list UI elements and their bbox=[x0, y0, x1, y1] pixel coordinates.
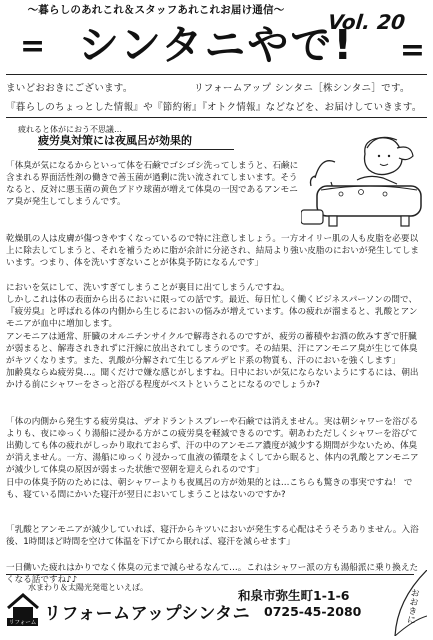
newsletter-title: シンタニやで! bbox=[78, 21, 355, 69]
article-paragraph: 一日働いた疲れはかりでなく体臭の元まで減らせるなんて…。これはシャワー派の方も湯船派に乗り換えたくなる話ですね♪♪ bbox=[6, 563, 419, 586]
company-name: リフォームアップシンタニ bbox=[44, 604, 251, 624]
intro-box bbox=[6, 74, 427, 118]
intro-description: 『暮らしのちょっとした情報』や『節約術』『オトク情報』などなどを、お届けしていきます。 bbox=[6, 102, 422, 113]
company-address: 和泉市弥生町1-1-6 bbox=[238, 588, 350, 603]
company-intro-text: リフォームアップ シンタニ［株シンタニ］です。 bbox=[194, 83, 410, 94]
article-paragraph: 「体臭が気になるからといって体を石鹸でゴシゴシ洗ってしまうと、石鹸に含まれる界面活性剤の働きで善玉菌が過剰に洗い流されてしまいます。そうなると、反対に悪玉菌の黄色ブドウ球菌が増えて体臭の一因であるアンモニア臭が発生してしまうんです。 bbox=[6, 161, 299, 208]
title-decoration-right: = bbox=[399, 33, 425, 68]
volume-number: Vol. 20 bbox=[326, 10, 407, 34]
article-headline: 疲労臭対策には夜風呂が効果的 bbox=[38, 134, 192, 147]
footer bbox=[6, 574, 427, 636]
bath-illustration bbox=[301, 126, 425, 238]
article-paragraph: 乾燥肌の人は皮膚が傷つきやすくなっているので特に注意しましょう。一方オイリー肌の人も皮脂を必要以上に除去してしまうと、それを補うために脂が余計に分泌され、結局より強い皮脂のにおいが発生してしまいます。つまり、体を洗いすぎないことが体臭予防になるんです」 bbox=[6, 234, 420, 269]
headline-underline bbox=[38, 149, 234, 150]
title-decoration-left: = bbox=[20, 29, 46, 64]
greeting-text: まいどおおきにございます。 bbox=[6, 83, 133, 94]
signature-text: おおきに bbox=[404, 587, 420, 625]
article-kicker: 疲れると体がにおう不思議… bbox=[18, 125, 122, 134]
article-paragraph: 「体の内側から発生する疲労臭は、デオドラントスプレーや石鹸では消えません。実は朝シャワーを浴びるよりも、夜にゆっくり湯船に浸かる方がこの疲労臭を軽減できるのです。朝あわただしくシャワーを浴びて出勤しても体の疲れがしっかり取れておらず、汗の中のアンモニア濃度が減少する期間が少ないため、体臭が消えません。一方、湯船にゆっくり浸かって血液の循環をよくしてから眠ると、体内の乳酸とアンモニアが減少して体臭の原因が弱まった状態で翌朝を迎えられるのです」 bbox=[6, 417, 419, 476]
article-paragraph: 日中の体臭予防のためには、朝シャワーよりも夜風呂の方が効果的とは…こちらも驚きの事実ですね！ でも、寝ている間にかいた寝汗が翌日においてしまうことはないのですか? bbox=[6, 478, 413, 501]
article-paragraph: アンモニアは通常、肝臓のオルニチンサイクルで解毒されるのですが、疲労の蓄積やお酒の飲みすぎで肝臓が弱まると、解毒されきれずに汗線に放出されてしまうのです。その結果、汗にアンモニア臭が生じて体臭がキツくなります。また、乳酸が分解されて生じるアルデヒド系の物質も、汗のにおいを強くします」 加齢臭ならぬ疲労臭…。聞くだけで嫌な感じがしますね。日中においが気にならないようにするには、朝出かける前にシャワーをさっと浴びる程度がベストということになるのでしょうか? bbox=[6, 332, 419, 391]
tagline: 〜暮らしのあれこれ＆スタッフあれこれお届け通信〜 bbox=[27, 4, 285, 16]
footer-slogan: 水まわり＆太陽光発電といえば。 bbox=[28, 583, 148, 592]
logo-caption: リフォーム bbox=[9, 620, 37, 626]
phone-number: 0725-45-2080 bbox=[264, 604, 362, 619]
newsletter-page bbox=[6, 2, 427, 636]
footer-divider bbox=[6, 574, 414, 575]
article-paragraph: 「乳酸とアンモニアが減少していれば、寝汗からキツいにおいが発生する心配はそうそうありません。入浴後、1時間ほど時間を空けて体温を下げてから眠れば、寝汗を減らせます」 bbox=[6, 525, 419, 548]
article-paragraph: においを気にして、洗いすぎてしまうことが裏目に出てしまうんですね。 しかしこれは体の表面から出るにおいに限っての話です。最近、毎日忙しく働くビジネスパーソンの間で、『疲労臭』と呼ばれる体の内側から生じるにおいの悩みが増えています。体の疲れが溜まると、乳酸とアンモニアが血中に増加します。 bbox=[6, 283, 418, 330]
